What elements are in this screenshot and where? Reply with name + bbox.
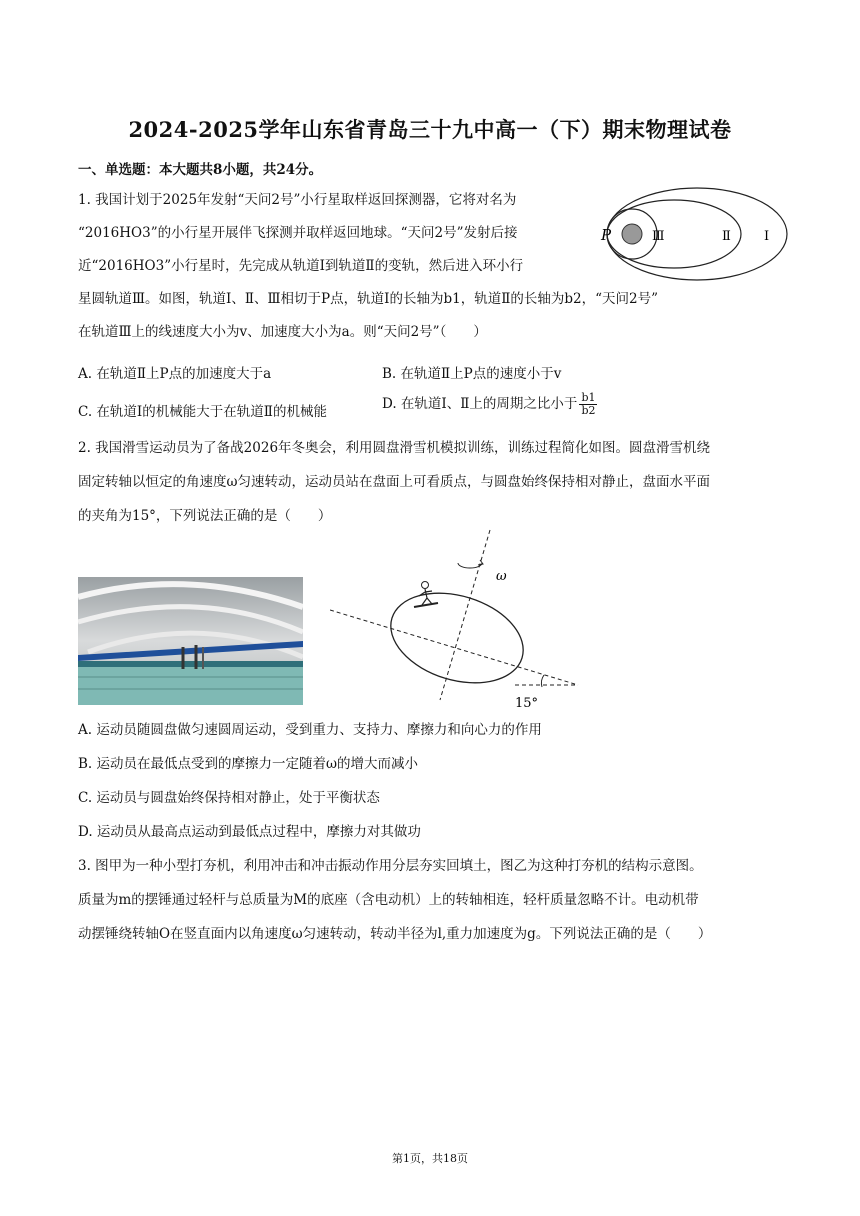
q1-option-c: C. 在轨道Ⅰ的机械能大于在轨道Ⅱ的机械能 <box>78 404 327 420</box>
page-footer: 第1页，共18页 <box>392 1152 468 1165</box>
q1-option-b: B. 在轨道Ⅱ上P点的速度小于v <box>382 366 562 382</box>
rotation-axis <box>440 530 490 700</box>
q1-line-3: 近“2016HO3”小行星时，先完成从轨道Ⅰ到轨道Ⅱ的变轨，然后进入环小行 <box>78 258 524 274</box>
horizontal-line <box>330 610 578 685</box>
page-title: 2024-2025学年山东省青岛三十九中高一（下）期末物理试卷 <box>128 117 732 142</box>
label-orbit-1: Ⅰ <box>764 229 770 244</box>
q3-line-3: 动摆锤绕转轴O在竖直面内以角速度ω匀速转动，转动半径为l,重力加速度为g。下列说法正确的是（ ） <box>78 926 712 942</box>
label-orbit-3: Ⅲ <box>652 229 665 244</box>
q2-option-b: B. 运动员在最低点受到的摩擦力一定随着ω的增大而减小 <box>78 756 419 772</box>
q1-option-a: A. 在轨道Ⅱ上P点的加速度大于a <box>78 366 272 382</box>
skier-icon <box>414 582 438 608</box>
q1-line-4: 星圆轨道Ⅲ。如图，轨道Ⅰ、Ⅱ、Ⅲ相切于P点，轨道Ⅰ的长轴为b1，轨道Ⅱ的长轴为b2，“天问2号” <box>78 291 658 307</box>
fraction-numerator: b1 <box>581 391 596 404</box>
label-orbit-2: Ⅱ <box>722 229 731 244</box>
ski-machine-photo <box>78 577 303 705</box>
q2-line-1: 2. 我国滑雪运动员为了备战2026年冬奥会，利用圆盘滑雪机模拟训练，训练过程简化如图。圆盘滑雪机绕 <box>78 440 711 456</box>
section-heading: 一、单选题：本大题共8小题，共24分。 <box>78 162 323 178</box>
label-p: P <box>601 226 612 244</box>
q2-line-2: 固定转轴以恒定的角速度ω匀速转动，运动员站在盘面上可看质点，与圆盘始终保持相对静止，盘面水平面 <box>78 474 711 490</box>
fraction <box>579 392 597 417</box>
label-omega: ω <box>496 569 507 584</box>
q2-option-d: D. 运动员从最高点运动到最低点过程中，摩擦力对其做功 <box>78 824 421 840</box>
orbit-diagram <box>592 180 792 288</box>
fraction-denominator: b2 <box>581 404 596 417</box>
q2-option-a: A. 运动员随圆盘做匀速圆周运动，受到重力、支持力、摩擦力和向心力的作用 <box>78 722 542 738</box>
q1-line-5: 在轨道Ⅲ上的线速度大小为v、加速度大小为a。则“天问2号”（ ） <box>78 324 487 340</box>
disk <box>380 578 535 698</box>
q3-line-2: 质量为m的摆锤通过轻杆与总质量为M的底座（含电动机）上的转轴相连，轻杆质量忽略不计。电动机带 <box>78 892 699 908</box>
rotation-arrow-icon <box>458 563 482 568</box>
label-angle: 15° <box>515 696 539 711</box>
asteroid-icon <box>622 224 642 244</box>
disk-diagram <box>330 525 590 715</box>
q2-option-c: C. 运动员与圆盘始终保持相对静止，处于平衡状态 <box>78 790 380 806</box>
q3-line-1: 3. 图甲为一种小型打夯机，利用冲击和冲击振动作用分层夯实回填土，图乙为这种打夯机的结构示意图。 <box>78 858 703 874</box>
q1-option-d-text: D. 在轨道Ⅰ、Ⅱ上的周期之比小于 <box>382 396 578 412</box>
q2-line-3: 的夹角为15°，下列说法正确的是（ ） <box>78 508 332 524</box>
q1-line-2: “2016HO3”的小行星开展伴飞探测并取样返回地球。“天问2号”发射后接 <box>78 225 518 241</box>
q1-option-d <box>382 392 597 417</box>
q1-line-1: 1. 我国计划于2025年发射“天问2号”小行星取样返回探测器，它将对名为 <box>78 192 517 208</box>
